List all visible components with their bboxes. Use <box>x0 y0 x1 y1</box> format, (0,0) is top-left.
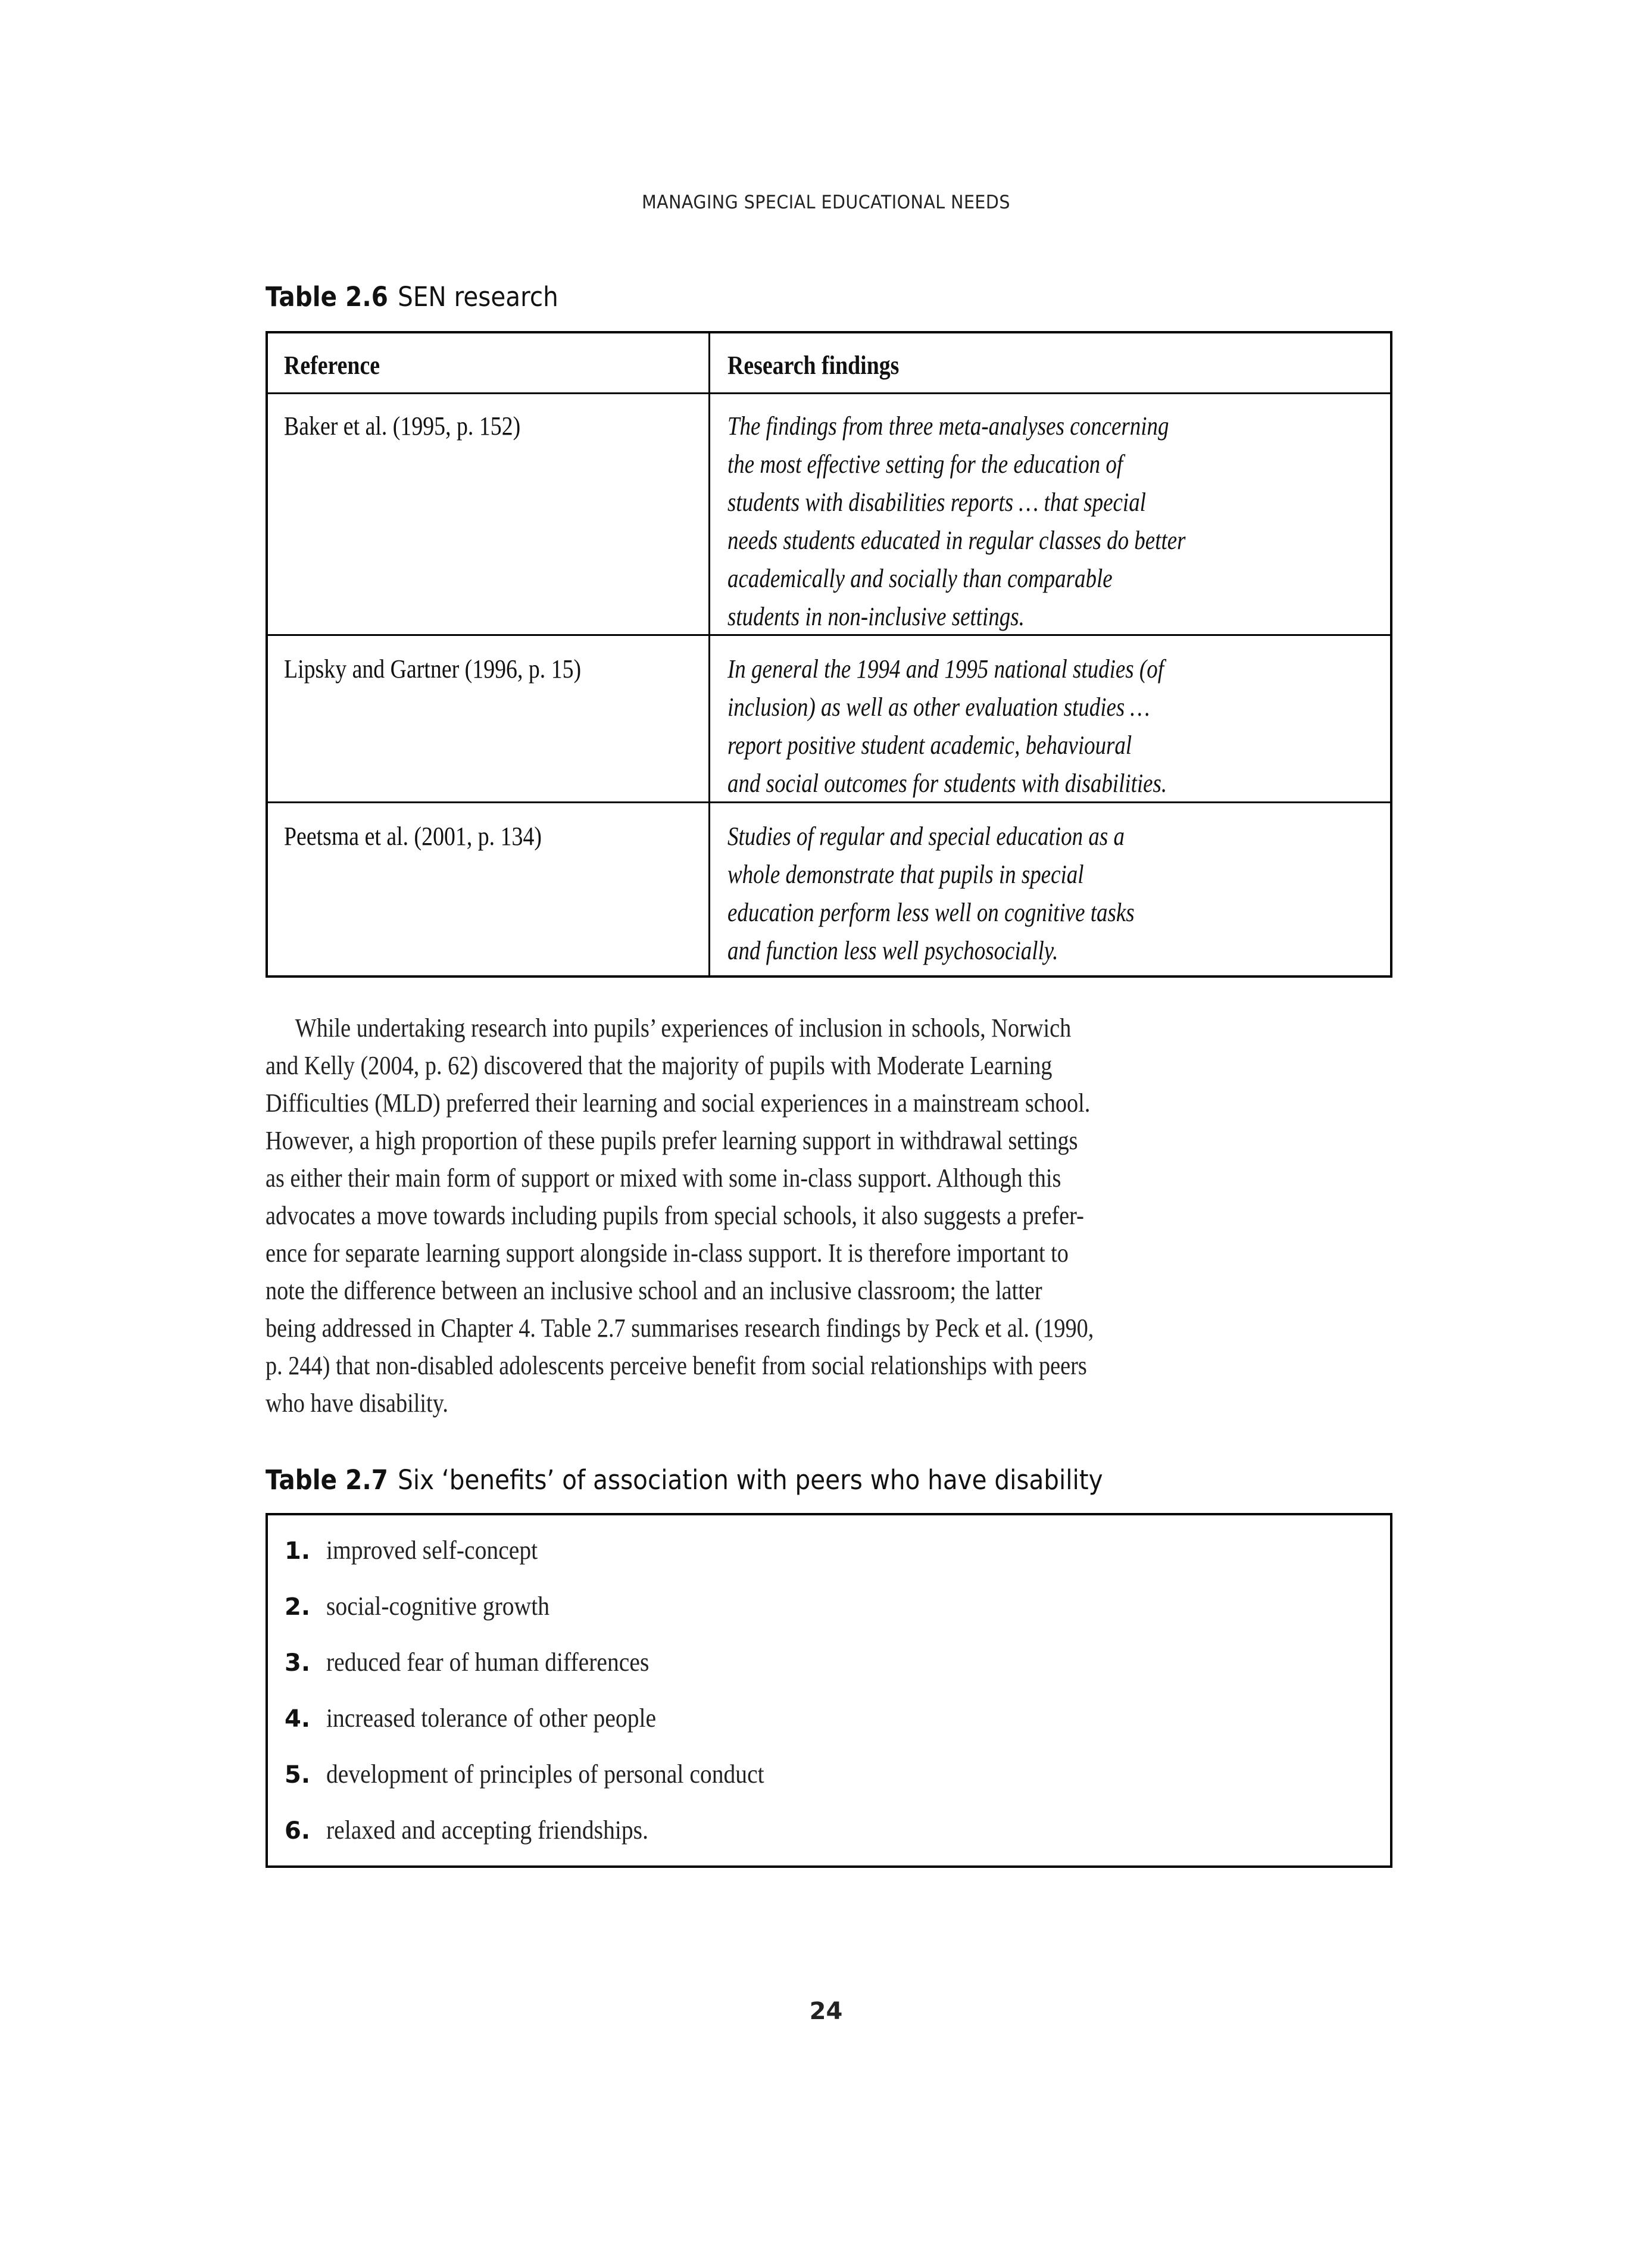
list-item-text: reduced fear of human differences <box>326 1648 649 1677</box>
list-item <box>285 1755 813 1793</box>
body-paragraph <box>266 1009 1391 1422</box>
column-divider <box>708 333 710 975</box>
finding-line: education perform less well on cognitive tasks <box>727 898 1135 927</box>
finding-line: students with disabilities reports … that special <box>727 488 1146 517</box>
paragraph-line: and Kelly (2004, p. 62) discovered that the majority of pupils with Moderate Learning <box>266 1051 1053 1080</box>
finding-line: and social outcomes for students with disabilities. <box>727 769 1167 798</box>
sen-research-table <box>266 331 1392 978</box>
header-reference: Reference <box>284 351 380 380</box>
list-item-number: 6. <box>285 1817 311 1845</box>
paragraph-line: advocates a move towards including pupils from special schools, it also suggests a prefer- <box>266 1201 1084 1230</box>
table-2-6-caption-title: SEN research <box>398 281 558 313</box>
finding-line: students in non-inclusive settings. <box>727 602 1025 631</box>
list-item <box>285 1643 685 1681</box>
header-row-divider <box>268 392 1390 394</box>
list-item-text: development of principles of personal conduct <box>326 1759 764 1789</box>
table-2-6-caption-number: Table 2.6 <box>266 281 388 313</box>
finding-line: and function less well psychosocially. <box>727 936 1058 965</box>
table-row-3-findings <box>727 818 1135 970</box>
table-2-7-caption-title: Six ‘benefits’ of association with peers who have disability <box>398 1464 1103 1496</box>
paragraph-line: who have disability. <box>266 1389 448 1418</box>
table-row-3-reference: Peetsma et al. (2001, p. 134) <box>284 822 542 851</box>
table-row-1-reference: Baker et al. (1995, p. 152) <box>284 411 521 441</box>
table-row-2-findings <box>727 650 1167 803</box>
finding-line: academically and socially than comparable <box>727 564 1113 593</box>
table-2-7-caption <box>266 1464 1103 1497</box>
paragraph-line: Difficulties (MLD) preferred their learning and social experiences in a mainstream school. <box>266 1088 1091 1118</box>
list-item-text: relaxed and accepting friendships. <box>326 1815 648 1845</box>
finding-line: Studies of regular and special education as a <box>727 822 1125 851</box>
list-item-text: social-cognitive growth <box>326 1592 550 1621</box>
paragraph-line: ence for separate learning support alongside in-class support. It is therefore important to <box>266 1238 1069 1268</box>
list-item <box>285 1811 684 1849</box>
table-2-7-caption-number: Table 2.7 <box>266 1464 388 1496</box>
list-item-text: increased tolerance of other people <box>326 1704 657 1733</box>
header-research-findings: Research findings <box>727 351 900 380</box>
list-item-number: 4. <box>285 1705 311 1733</box>
finding-line: the most effective setting for the education of <box>727 450 1123 479</box>
table-2-6-caption <box>266 280 558 314</box>
page-number: 24 <box>809 1998 843 2025</box>
list-item <box>285 1699 693 1737</box>
table-row-1-findings <box>727 407 1186 636</box>
paragraph-line: being addressed in Chapter 4. Table 2.7 summarises research findings by Peck et al. (1990, <box>266 1314 1094 1343</box>
finding-line: In general the 1994 and 1995 national studies (of <box>727 654 1164 684</box>
paragraph-line: However, a high proportion of these pupils prefer learning support in withdrawal settings <box>266 1126 1078 1155</box>
paragraph-line: as either their main form of support or mixed with some in-class support. Although this <box>266 1163 1061 1193</box>
list-item <box>285 1587 574 1626</box>
list-item-text: improved self-concept <box>326 1536 538 1565</box>
paragraph-line: note the difference between an inclusive school and an inclusive classroom; the latter <box>266 1276 1042 1305</box>
list-item-number: 1. <box>285 1537 311 1565</box>
table-row-2-reference: Lipsky and Gartner (1996, p. 15) <box>284 654 582 684</box>
paragraph-line: While undertaking research into pupils’ experiences of inclusion in schools, Norwich <box>295 1013 1072 1043</box>
finding-line: The findings from three meta-analyses concerning <box>727 411 1169 441</box>
list-item-number: 5. <box>285 1761 311 1789</box>
benefits-list-box <box>266 1513 1392 1868</box>
running-header: MANAGING SPECIAL EDUCATIONAL NEEDS <box>642 192 1010 213</box>
list-item <box>285 1531 561 1570</box>
finding-line: inclusion) as well as other evaluation studies … <box>727 692 1150 722</box>
paragraph-line: p. 244) that non-disabled adolescents perceive benefit from social relationships with peers <box>266 1351 1087 1380</box>
finding-line: report positive student academic, behavioural <box>727 731 1132 760</box>
finding-line: whole demonstrate that pupils in special <box>727 860 1084 889</box>
list-item-number: 2. <box>285 1593 311 1621</box>
list-item-number: 3. <box>285 1649 311 1677</box>
finding-line: needs students educated in regular classes do better <box>727 526 1186 555</box>
